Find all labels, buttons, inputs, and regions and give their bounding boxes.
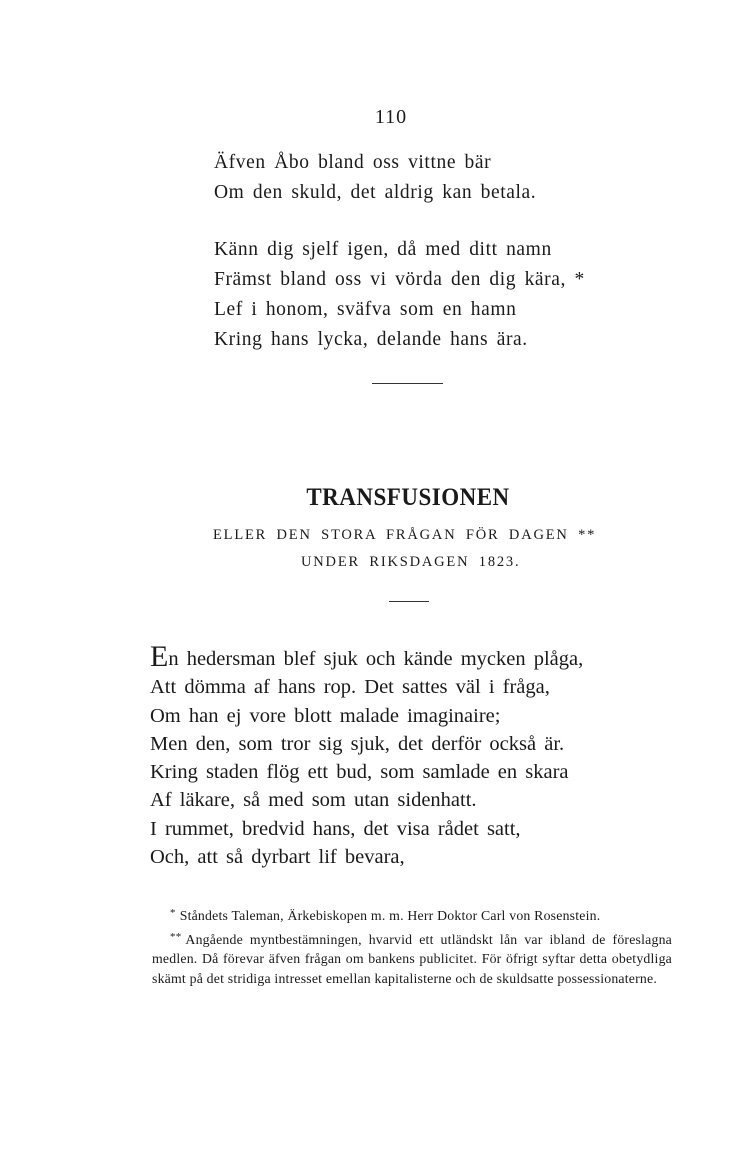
stanza-2 <box>214 235 585 355</box>
footnotes <box>152 904 672 990</box>
verse-line-first <box>150 640 584 673</box>
verse-line: Äfven Åbo bland oss vittne bär <box>214 152 492 173</box>
verse-line: Främst bland oss vi vörda den dig kära, * <box>214 269 585 290</box>
verse-line: Men den, som tror sig sjuk, det derför också är. <box>150 732 565 755</box>
verse-line: Af läkare, så med som utan sidenhatt. <box>150 789 477 812</box>
verse-line: Och, att så dyrbart lif bevara, <box>150 846 405 869</box>
verse-line: Kring hans lycka, delande hans ära. <box>214 329 528 350</box>
verse-line: Känn dig sjelf igen, då med ditt namn <box>214 239 552 260</box>
poem-subtitle-line-1: ELLER DEN STORA FRÅGAN FÖR DAGEN ** <box>213 527 597 543</box>
footnote-text: Angående myntbestämningen, hvarvid ett utländskt lån var ibland de föreslagna medlen. Då förevar äfven frågan om bankens publicitet. För öfrigt syftar detta obetydliga skämt på det stridiga intresset emellan kapitalisterne och de skuldsatte possessionaterne. <box>152 931 672 986</box>
stanza-1 <box>214 148 536 208</box>
verse-line: Om han ej vore blott malade imaginaire; <box>150 704 501 727</box>
poem-subtitle-line-2: UNDER RIKSDAGEN 1823. <box>301 554 521 570</box>
page-number: 110 <box>374 106 408 128</box>
verse-line: I rummet, bredvid hans, det visa rådet satt, <box>150 817 521 840</box>
section-divider <box>372 383 443 384</box>
title-divider <box>389 601 429 602</box>
verse-line: Lef i honom, sväfva som en hamn <box>214 299 517 320</box>
footnote <box>152 928 672 989</box>
verse-line: Om den skuld, det aldrig kan betala. <box>214 182 537 203</box>
drop-cap: E <box>150 640 169 673</box>
footnote-mark: ** <box>170 930 182 943</box>
footnote-text: Ståndets Taleman, Ärkebiskopen m. m. Herr Doktor Carl von Rosenstein. <box>179 908 601 923</box>
verse-line: Kring staden flög ett bud, som samlade en skara <box>150 761 569 784</box>
footnote-mark: * <box>170 907 176 919</box>
poem-body <box>150 640 584 871</box>
poem-title: TRANSFUSIONEN <box>306 482 510 511</box>
verse-line-first-rest: n hedersman blef sjuk och kände mycken plåga, <box>168 648 584 670</box>
footnote <box>152 904 672 926</box>
verse-line: Att dömma af hans rop. Det sattes väl i fråga, <box>150 676 550 699</box>
